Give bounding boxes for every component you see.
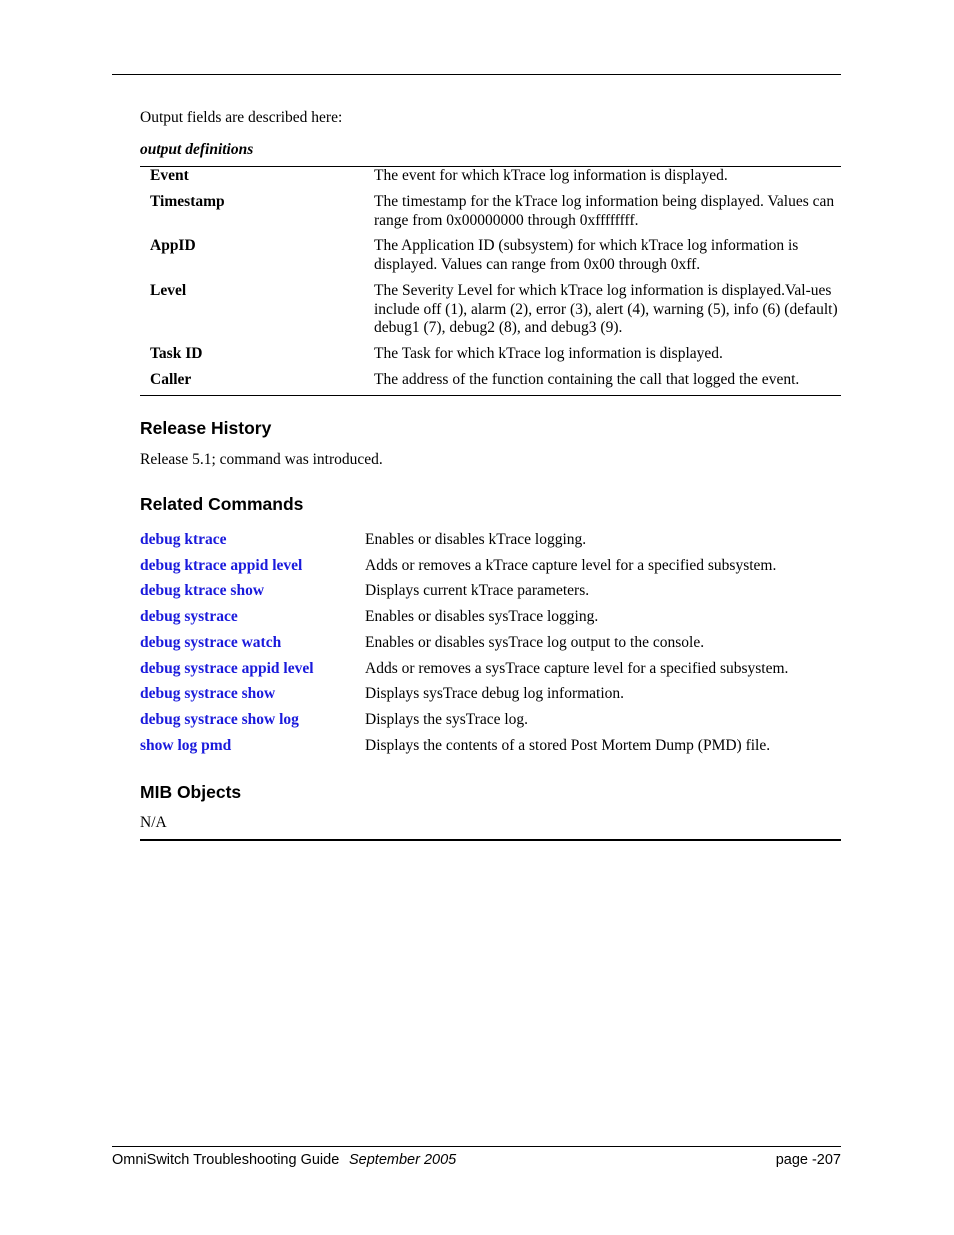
footer-rule [112, 1146, 841, 1147]
list-item: Adds or removes a kTrace capture level for a specified subsystem. [365, 557, 777, 574]
footer-date: September 2005 [349, 1152, 457, 1168]
related-commands-heading: Related Commands [140, 494, 304, 514]
desc-event: The event for which kTrace log information is displayed. [374, 167, 728, 184]
release-history-text: Release 5.1; command was introduced. [140, 451, 383, 468]
link-debug-systrace-watch[interactable]: debug systrace watch [140, 634, 282, 651]
desc-appid: The Application ID (subsystem) for which kTrace log information is displayed. Values can range from 0x00 through 0xff. [374, 237, 799, 273]
header-rule [112, 74, 841, 75]
list-item: Adds or removes a sysTrace capture level for a specified subsystem. [365, 660, 789, 677]
term-level: Level [150, 282, 187, 299]
link-debug-systrace-show-log[interactable]: debug systrace show log [140, 711, 299, 728]
mib-objects-heading: MIB Objects [140, 782, 242, 802]
term-caller: Caller [150, 371, 192, 388]
desc-task-id: The Task for which kTrace log information is displayed. [374, 345, 723, 362]
term-timestamp: Timestamp [150, 193, 225, 210]
mib-objects-text: N/A [140, 814, 167, 831]
intro-text: Output fields are described here: [140, 109, 343, 126]
link-debug-ktrace[interactable]: debug ktrace [140, 531, 227, 548]
list-item: Enables or disables sysTrace log output to the console. [365, 634, 705, 651]
definitions-table [140, 166, 841, 396]
link-debug-ktrace-appid-level[interactable]: debug ktrace appid level [140, 557, 303, 574]
link-debug-systrace-appid-level[interactable]: debug systrace appid level [140, 660, 314, 677]
table-caption: output definitions [140, 141, 254, 158]
section-end-rule [140, 839, 841, 841]
term-appid: AppID [150, 237, 196, 254]
term-event: Event [150, 167, 189, 184]
list-item: Enables or disables kTrace logging. [365, 531, 587, 548]
footer-title: OmniSwitch Troubleshooting Guide [112, 1152, 340, 1168]
list-item: Displays the contents of a stored Post Mortem Dump (PMD) file. [365, 737, 771, 754]
desc-level: The Severity Level for which kTrace log information is displayed.Val-ues include off (1), alarm (2), error (3), alert (4), warning (5), info (6) (default) debug1 (7), debug2 (8), and debug3 (9). [374, 282, 838, 336]
desc-timestamp: The timestamp for the kTrace log information being displayed. Values can range from 0x00000000 through 0xffffffff. [374, 193, 835, 229]
list-item: Displays current kTrace parameters. [365, 582, 590, 599]
desc-caller: The address of the function containing the call that logged the event. [374, 371, 800, 388]
list-item: Displays the sysTrace log. [365, 711, 529, 728]
footer-page-number: page -207 [775, 1152, 841, 1168]
list-item: Displays sysTrace debug log information. [365, 685, 625, 702]
term-task-id: Task ID [150, 345, 203, 362]
release-history-heading: Release History [140, 418, 272, 438]
link-debug-systrace[interactable]: debug systrace [140, 608, 238, 625]
link-debug-ktrace-show[interactable]: debug ktrace show [140, 582, 265, 599]
link-debug-systrace-show[interactable]: debug systrace show [140, 685, 276, 702]
link-show-log-pmd[interactable]: show log pmd [140, 737, 232, 754]
list-item: Enables or disables sysTrace logging. [365, 608, 599, 625]
